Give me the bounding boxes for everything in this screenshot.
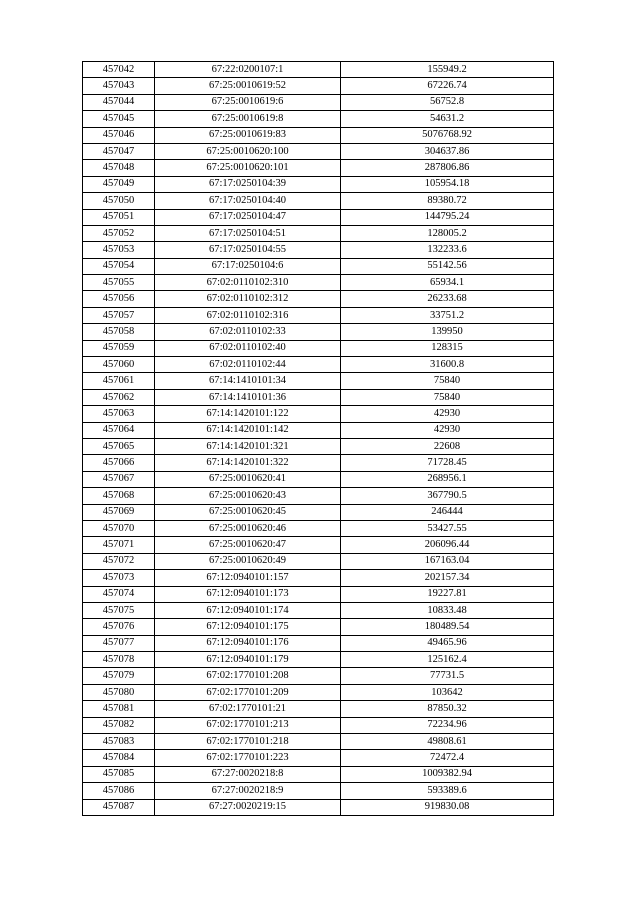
- row-number-cell: 457049: [83, 176, 155, 192]
- value-cell: 287806.86: [341, 160, 554, 176]
- row-number-cell: 457048: [83, 160, 155, 176]
- value-cell: 75840: [341, 389, 554, 405]
- table-row: [83, 602, 554, 618]
- value-cell: 31600.8: [341, 357, 554, 373]
- table-row: [83, 750, 554, 766]
- value-cell: 49465.96: [341, 635, 554, 651]
- value-cell: 128005.2: [341, 225, 554, 241]
- value-cell: 304637.86: [341, 143, 554, 159]
- cadastral-number-cell: 67:25:0010620:49: [155, 553, 341, 569]
- table-row: [83, 701, 554, 717]
- row-number-cell: 457067: [83, 471, 155, 487]
- table-row: [83, 209, 554, 225]
- value-cell: 56752.8: [341, 94, 554, 110]
- cadastral-number-cell: 67:14:1410101:36: [155, 389, 341, 405]
- value-cell: 246444: [341, 504, 554, 520]
- cadastral-number-cell: 67:25:0010619:8: [155, 111, 341, 127]
- cadastral-number-cell: 67:02:0110102:44: [155, 357, 341, 373]
- cadastral-number-cell: 67:02:0110102:316: [155, 307, 341, 323]
- value-cell: 22608: [341, 438, 554, 454]
- row-number-cell: 457066: [83, 455, 155, 471]
- table-row: [83, 62, 554, 78]
- value-cell: 42930: [341, 406, 554, 422]
- cadastral-number-cell: 67:02:1770101:213: [155, 717, 341, 733]
- row-number-cell: 457085: [83, 766, 155, 782]
- table-row: [83, 127, 554, 143]
- cadastral-number-cell: 67:25:0010620:101: [155, 160, 341, 176]
- cadastral-number-cell: 67:12:0940101:174: [155, 602, 341, 618]
- value-cell: 67226.74: [341, 78, 554, 94]
- row-number-cell: 457058: [83, 324, 155, 340]
- row-number-cell: 457069: [83, 504, 155, 520]
- cadastral-number-cell: 67:25:0010620:46: [155, 520, 341, 536]
- table-row: [83, 389, 554, 405]
- row-number-cell: 457045: [83, 111, 155, 127]
- value-cell: 5076768.92: [341, 127, 554, 143]
- value-cell: 202157.34: [341, 570, 554, 586]
- cadastral-number-cell: 67:17:0250104:6: [155, 258, 341, 274]
- value-cell: 180489.54: [341, 619, 554, 635]
- table-row: [83, 717, 554, 733]
- row-number-cell: 457077: [83, 635, 155, 651]
- cadastral-number-cell: 67:25:0010620:43: [155, 488, 341, 504]
- table-row: [83, 78, 554, 94]
- cadastral-number-cell: 67:02:0110102:33: [155, 324, 341, 340]
- row-number-cell: 457081: [83, 701, 155, 717]
- table-row: [83, 242, 554, 258]
- row-number-cell: 457064: [83, 422, 155, 438]
- row-number-cell: 457053: [83, 242, 155, 258]
- row-number-cell: 457073: [83, 570, 155, 586]
- row-number-cell: 457086: [83, 783, 155, 799]
- cadastral-number-cell: 67:14:1420101:321: [155, 438, 341, 454]
- table-row: [83, 783, 554, 799]
- table-row: [83, 438, 554, 454]
- table-row: [83, 488, 554, 504]
- cadastral-number-cell: 67:17:0250104:39: [155, 176, 341, 192]
- table-row: [83, 799, 554, 815]
- cadastral-number-cell: 67:02:1770101:218: [155, 734, 341, 750]
- row-number-cell: 457044: [83, 94, 155, 110]
- row-number-cell: 457076: [83, 619, 155, 635]
- row-number-cell: 457083: [83, 734, 155, 750]
- value-cell: 1009382.94: [341, 766, 554, 782]
- row-number-cell: 457043: [83, 78, 155, 94]
- row-number-cell: 457080: [83, 684, 155, 700]
- cadastral-number-cell: 67:02:1770101:223: [155, 750, 341, 766]
- cadastral-number-cell: 67:25:0010620:41: [155, 471, 341, 487]
- cadastral-number-cell: 67:27:0020218:8: [155, 766, 341, 782]
- value-cell: 206096.44: [341, 537, 554, 553]
- cadastral-number-cell: 67:25:0010620:100: [155, 143, 341, 159]
- table-row: [83, 373, 554, 389]
- cadastral-number-cell: 67:22:0200107:1: [155, 62, 341, 78]
- table-row: [83, 520, 554, 536]
- row-number-cell: 457056: [83, 291, 155, 307]
- row-number-cell: 457042: [83, 62, 155, 78]
- table-row: [83, 455, 554, 471]
- row-number-cell: 457046: [83, 127, 155, 143]
- row-number-cell: 457068: [83, 488, 155, 504]
- cadastral-number-cell: 67:14:1420101:142: [155, 422, 341, 438]
- table-row: [83, 291, 554, 307]
- value-cell: 139950: [341, 324, 554, 340]
- row-number-cell: 457060: [83, 357, 155, 373]
- row-number-cell: 457074: [83, 586, 155, 602]
- row-number-cell: 457079: [83, 668, 155, 684]
- cadastral-number-cell: 67:25:0010619:6: [155, 94, 341, 110]
- table-row: [83, 471, 554, 487]
- cadastral-number-cell: 67:14:1420101:322: [155, 455, 341, 471]
- table-row: [83, 176, 554, 192]
- row-number-cell: 457054: [83, 258, 155, 274]
- table-row: [83, 143, 554, 159]
- row-number-cell: 457057: [83, 307, 155, 323]
- row-number-cell: 457065: [83, 438, 155, 454]
- value-cell: 77731.5: [341, 668, 554, 684]
- cadastral-number-cell: 67:25:0010619:52: [155, 78, 341, 94]
- cadastral-number-cell: 67:02:0110102:40: [155, 340, 341, 356]
- cadastral-number-cell: 67:02:0110102:310: [155, 275, 341, 291]
- row-number-cell: 457063: [83, 406, 155, 422]
- table-row: [83, 635, 554, 651]
- table-row: [83, 537, 554, 553]
- value-cell: 128315: [341, 340, 554, 356]
- value-cell: 55142.56: [341, 258, 554, 274]
- value-cell: 167163.04: [341, 553, 554, 569]
- row-number-cell: 457061: [83, 373, 155, 389]
- row-number-cell: 457078: [83, 652, 155, 668]
- table-row: [83, 406, 554, 422]
- cadastral-number-cell: 67:14:1420101:122: [155, 406, 341, 422]
- row-number-cell: 457062: [83, 389, 155, 405]
- table-row: [83, 668, 554, 684]
- table-row: [83, 652, 554, 668]
- value-cell: 155949.2: [341, 62, 554, 78]
- table-row: [83, 160, 554, 176]
- row-number-cell: 457075: [83, 602, 155, 618]
- value-cell: 125162.4: [341, 652, 554, 668]
- cadastral-number-cell: 67:02:1770101:209: [155, 684, 341, 700]
- cadastral-number-cell: 67:02:1770101:208: [155, 668, 341, 684]
- row-number-cell: 457047: [83, 143, 155, 159]
- table-body: [83, 62, 554, 816]
- cadastral-number-cell: 67:25:0010620:45: [155, 504, 341, 520]
- value-cell: 593389.6: [341, 783, 554, 799]
- value-cell: 33751.2: [341, 307, 554, 323]
- table-row: [83, 553, 554, 569]
- cadastral-number-cell: 67:12:0940101:175: [155, 619, 341, 635]
- row-number-cell: 457071: [83, 537, 155, 553]
- table-row: [83, 422, 554, 438]
- value-cell: 75840: [341, 373, 554, 389]
- row-number-cell: 457087: [83, 799, 155, 815]
- value-cell: 10833.48: [341, 602, 554, 618]
- table-row: [83, 225, 554, 241]
- row-number-cell: 457052: [83, 225, 155, 241]
- table-row: [83, 193, 554, 209]
- cadastral-number-cell: 67:02:1770101:21: [155, 701, 341, 717]
- table-row: [83, 324, 554, 340]
- cadastral-number-cell: 67:17:0250104:40: [155, 193, 341, 209]
- row-number-cell: 457059: [83, 340, 155, 356]
- value-cell: 132233.6: [341, 242, 554, 258]
- cadastral-value-table: [82, 61, 554, 816]
- value-cell: 367790.5: [341, 488, 554, 504]
- cadastral-number-cell: 67:17:0250104:51: [155, 225, 341, 241]
- cadastral-number-cell: 67:17:0250104:55: [155, 242, 341, 258]
- table-row: [83, 340, 554, 356]
- table-row: [83, 307, 554, 323]
- row-number-cell: 457072: [83, 553, 155, 569]
- cadastral-number-cell: 67:27:0020219:15: [155, 799, 341, 815]
- value-cell: 72234.96: [341, 717, 554, 733]
- value-cell: 42930: [341, 422, 554, 438]
- table-row: [83, 94, 554, 110]
- cadastral-number-cell: 67:17:0250104:47: [155, 209, 341, 225]
- value-cell: 54631.2: [341, 111, 554, 127]
- value-cell: 105954.18: [341, 176, 554, 192]
- row-number-cell: 457082: [83, 717, 155, 733]
- table-row: [83, 734, 554, 750]
- value-cell: 26233.68: [341, 291, 554, 307]
- value-cell: 65934.1: [341, 275, 554, 291]
- table-row: [83, 766, 554, 782]
- table-row: [83, 570, 554, 586]
- row-number-cell: 457050: [83, 193, 155, 209]
- row-number-cell: 457070: [83, 520, 155, 536]
- table-row: [83, 275, 554, 291]
- cadastral-number-cell: 67:02:0110102:312: [155, 291, 341, 307]
- value-cell: 72472.4: [341, 750, 554, 766]
- cadastral-number-cell: 67:27:0020218:9: [155, 783, 341, 799]
- table-row: [83, 619, 554, 635]
- table-row: [83, 586, 554, 602]
- table-row: [83, 684, 554, 700]
- value-cell: 19227.81: [341, 586, 554, 602]
- table-row: [83, 357, 554, 373]
- value-cell: 87850.32: [341, 701, 554, 717]
- cadastral-number-cell: 67:12:0940101:173: [155, 586, 341, 602]
- table-row: [83, 504, 554, 520]
- value-cell: 89380.72: [341, 193, 554, 209]
- cadastral-number-cell: 67:25:0010619:83: [155, 127, 341, 143]
- table-row: [83, 111, 554, 127]
- value-cell: 53427.55: [341, 520, 554, 536]
- row-number-cell: 457084: [83, 750, 155, 766]
- cadastral-number-cell: 67:12:0940101:176: [155, 635, 341, 651]
- value-cell: 49808.61: [341, 734, 554, 750]
- table-row: [83, 258, 554, 274]
- cadastral-number-cell: 67:14:1410101:34: [155, 373, 341, 389]
- cadastral-number-cell: 67:12:0940101:179: [155, 652, 341, 668]
- value-cell: 144795.24: [341, 209, 554, 225]
- row-number-cell: 457055: [83, 275, 155, 291]
- cadastral-number-cell: 67:12:0940101:157: [155, 570, 341, 586]
- row-number-cell: 457051: [83, 209, 155, 225]
- value-cell: 71728.45: [341, 455, 554, 471]
- value-cell: 268956.1: [341, 471, 554, 487]
- value-cell: 103642: [341, 684, 554, 700]
- cadastral-number-cell: 67:25:0010620:47: [155, 537, 341, 553]
- value-cell: 919830.08: [341, 799, 554, 815]
